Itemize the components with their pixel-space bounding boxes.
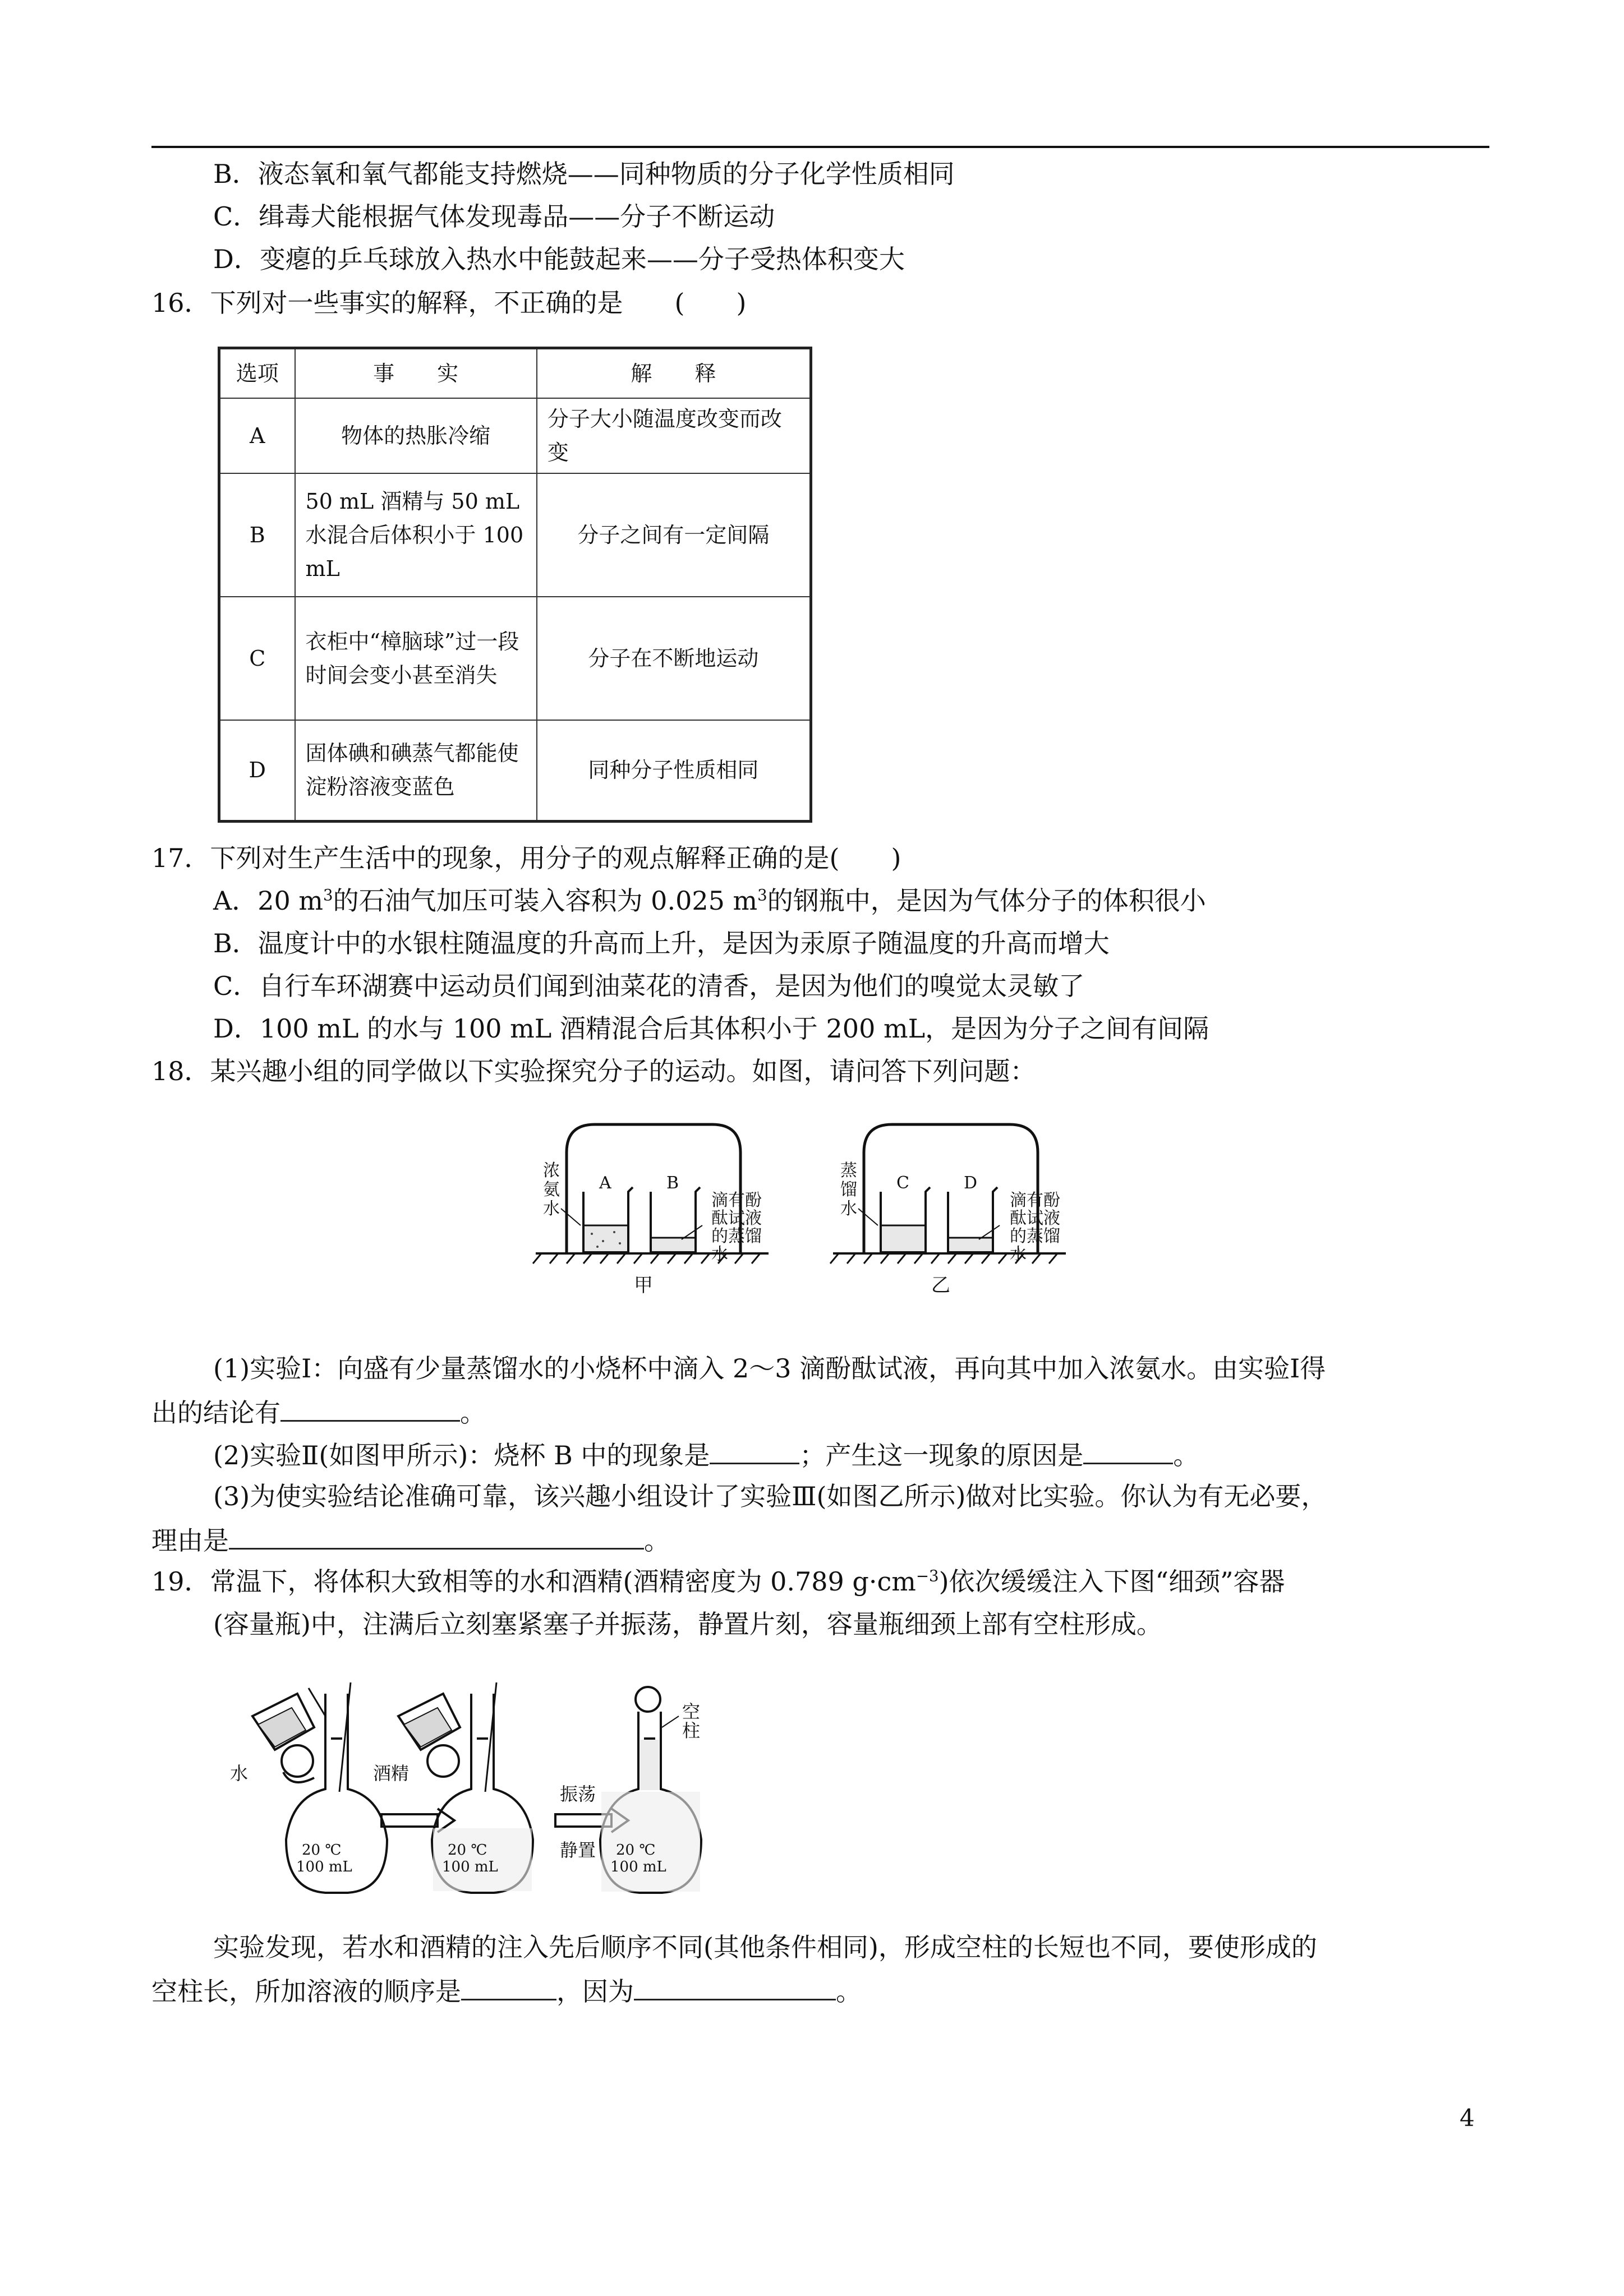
answer-blank[interactable] <box>710 1437 799 1464</box>
row-fact: 固体碘和碘蒸气都能使淀粉溶液变蓝色 <box>295 720 537 821</box>
beaker-b-label: B <box>666 1173 679 1193</box>
water-label: 水 <box>230 1763 249 1784</box>
q19-para-line1: 实验发现，若水和酒精的注入先后顺序不同(其他条件相同)，形成空柱的长短也不同，要使形成的 <box>213 1932 1317 1962</box>
q19-flask-figure <box>230 1677 746 1912</box>
alcohol-label: 酒精 <box>373 1763 410 1784</box>
empty-column-label: 空柱 <box>682 1701 700 1741</box>
q16-stem: 16．下列对一些事实的解释，不正确的是 ( ) <box>151 288 747 318</box>
header-explanation: 解 释 <box>537 348 811 399</box>
q18-yi-right-label <box>1010 1191 1071 1264</box>
answer-blank[interactable] <box>461 1973 556 2000</box>
phenolphthalein-water-label: 滴有酚酞试液的蒸馏水 <box>1010 1191 1060 1264</box>
q18-part2: (2)实验Ⅱ(如图甲所示)：烧杯 B 中的现象是 ；产生这一现象的原因是 。 <box>213 1437 1199 1472</box>
page-number: 4 <box>1460 2104 1475 2132</box>
q16-table-wrapper <box>218 347 812 818</box>
header-option: 选项 <box>219 348 295 399</box>
flask-temp-2: 20 ℃ <box>448 1842 487 1859</box>
caption-yi: 乙 <box>931 1274 950 1297</box>
q18-part1-line1: (1)实验Ⅰ：向盛有少量蒸馏水的小烧杯中滴入 2～3 滴酚酞试液，再向其中加入浓氨水。由实验Ⅰ得 <box>213 1353 1326 1384</box>
q18-part1-line2: 出的结论有 。 <box>151 1394 486 1430</box>
q18-jia-right-label <box>711 1191 773 1264</box>
q17-option-b: B．温度计中的水银柱随温度的升高而上升，是因为汞原子随温度的升高而增大 <box>213 928 1110 958</box>
table-row <box>219 398 811 473</box>
flask-vol-3: 100 mL <box>610 1859 666 1875</box>
phenolphthalein-water-label: 滴有酚酞试液的蒸馏水 <box>711 1191 762 1264</box>
row-option: B <box>219 473 295 597</box>
q19-para-line2: 空柱长，所加溶液的顺序是 ，因为 。 <box>151 1973 862 2008</box>
row-explanation: 分子在不断地运动 <box>537 597 811 720</box>
q19-stem-line1: 19．常温下，将体积大致相等的水和酒精(酒精密度为 0.789 $g\cdot cm^{-3}$)依次缓缓注入下图“细颈”容器 <box>151 1566 1285 1597</box>
flask-temp-1: 20 ℃ <box>302 1842 342 1859</box>
settle-label: 静置 <box>560 1839 596 1861</box>
row-fact: 50 mL 酒精与 50 mL 水混合后体积小于 100 mL <box>295 473 537 597</box>
row-explanation: 同种分子性质相同 <box>537 720 811 821</box>
q16-table <box>218 347 812 823</box>
q17-option-a: A．20 $m^3$的石油气加压可装入容积为 0.025 $m^3$的钢瓶中，是因为气体分子的体积很小 <box>213 886 1206 916</box>
volumetric-flask-diagram <box>230 1677 746 1912</box>
header-rule <box>151 146 1489 148</box>
row-fact: 物体的热胀冷缩 <box>295 398 537 473</box>
answer-blank[interactable] <box>280 1394 460 1422</box>
answer-blank[interactable] <box>229 1522 644 1550</box>
row-option: D <box>219 720 295 821</box>
q17-option-c: C．自行车环湖赛中运动员们闻到油菜花的清香，是因为他们的嗅觉太灵敏了 <box>213 971 1085 1001</box>
header-fact: 事 实 <box>295 348 537 399</box>
shake-label: 振荡 <box>560 1783 596 1805</box>
q19-stem-line2: (容量瓶)中，注满后立刻塞紧塞子并振荡，静置片刻，容量瓶细颈上部有空柱形成。 <box>213 1609 1162 1639</box>
answer-blank[interactable] <box>634 1973 836 2000</box>
flask-vol-2: 100 mL <box>442 1859 498 1875</box>
option-c-prev: C．缉毒犬能根据气体发现毒品——分子不断运动 <box>213 201 775 232</box>
option-d-prev: D．变瘪的乒乓球放入热水中能鼓起来——分子受热体积变大 <box>213 244 905 274</box>
ammonia-label: 浓氨水 <box>543 1161 560 1219</box>
answer-blank[interactable] <box>1083 1437 1173 1464</box>
table-row <box>219 473 811 597</box>
q17-option-d: D．100 mL 的水与 100 mL 酒精混合后其体积小于 200 mL，是因为分子之间有间隔 <box>213 1013 1209 1044</box>
table-row <box>219 597 811 720</box>
row-explanation: 分子大小随温度改变而改变 <box>537 398 811 473</box>
row-explanation: 分子之间有一定间隔 <box>537 473 811 597</box>
row-option: C <box>219 597 295 720</box>
beaker-a-label: A <box>599 1173 611 1193</box>
q17-stem: 17．下列对生产生活中的现象，用分子的观点解释正确的是( ) <box>151 843 901 873</box>
table-row <box>219 720 811 821</box>
option-b-prev: B．液态氧和氧气都能支持燃烧——同种物质的分子化学性质相同 <box>213 159 955 189</box>
caption-jia: 甲 <box>634 1274 653 1297</box>
flask-vol-1: 100 mL <box>296 1859 352 1875</box>
distilled-water-label: 蒸馏水 <box>840 1161 857 1219</box>
beaker-c-label: C <box>896 1173 909 1193</box>
q18-part3-line2: 理由是 。 <box>151 1522 670 1557</box>
row-fact: 衣柜中“樟脑球”过一段时间会变小甚至消失 <box>295 597 537 720</box>
row-option: A <box>219 398 295 473</box>
q18-part3-line1: (3)为使实验结论准确可靠，该兴趣小组设计了实验Ⅲ(如图乙所示)做对比实验。你认为有无必要， <box>213 1481 1327 1511</box>
flask-temp-3: 20 ℃ <box>616 1842 656 1859</box>
q18-stem: 18．某兴趣小组的同学做以下实验探究分子的运动。如图，请问答下列问题： <box>151 1056 1036 1086</box>
beaker-d-label: D <box>964 1173 978 1193</box>
